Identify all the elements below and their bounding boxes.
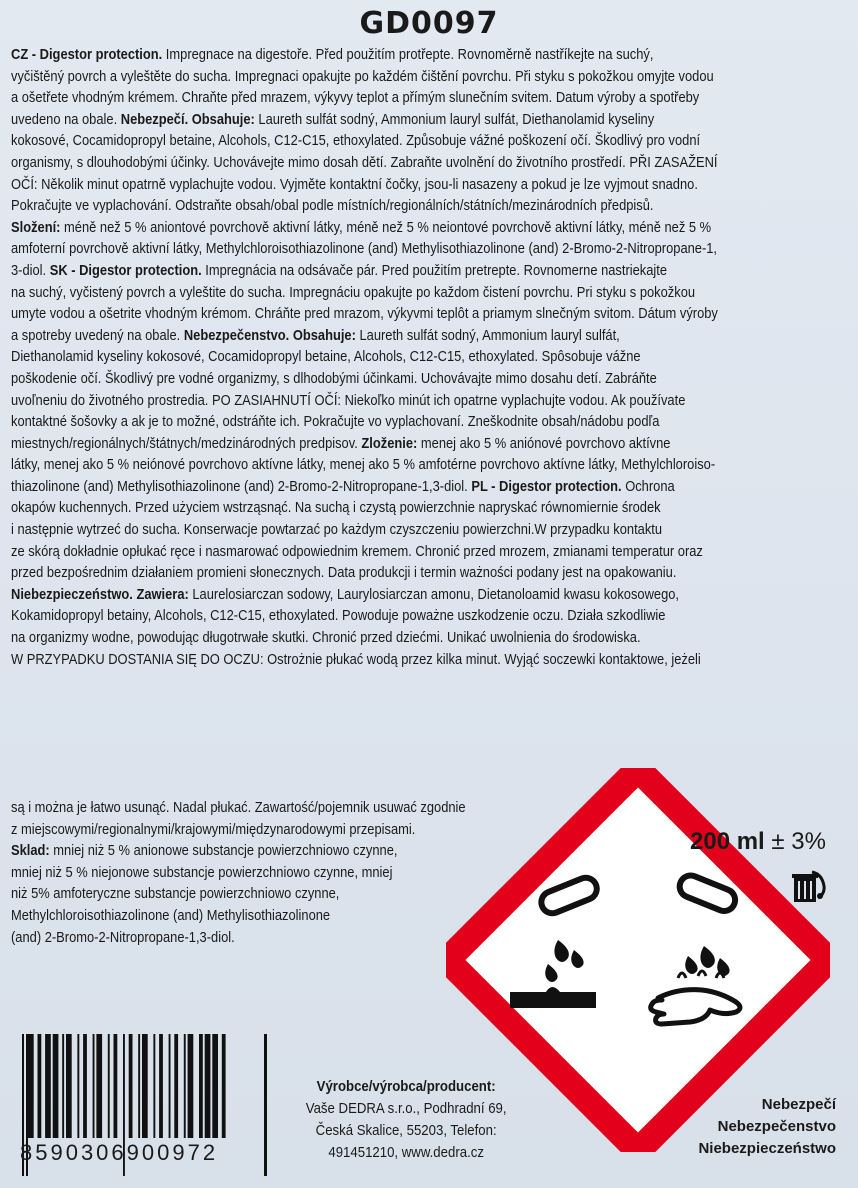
text-run: 3-diol. bbox=[11, 261, 50, 279]
text-run: Impregnácia na odsávače pár. Pred použitím pretrepte. Rovnomerne nastriekajte bbox=[201, 261, 668, 279]
barcode-bar bbox=[184, 1034, 186, 1138]
product-code: GD0097 bbox=[359, 6, 499, 41]
text-line bbox=[11, 605, 847, 627]
volume-amount: 200 ml bbox=[690, 828, 765, 855]
crossed-bin-icon bbox=[784, 868, 828, 908]
barcode-bar bbox=[188, 1034, 194, 1138]
barcode-bar bbox=[53, 1034, 59, 1138]
barcode-bar bbox=[142, 1034, 148, 1138]
barcode-guard-bar bbox=[264, 1034, 267, 1176]
barcode-bar bbox=[96, 1034, 102, 1138]
producer-block bbox=[290, 1076, 522, 1164]
bold-heading: SK - Digestor protection. bbox=[49, 261, 202, 279]
barcode-bar bbox=[114, 1034, 118, 1138]
text-line bbox=[11, 411, 847, 433]
text-line bbox=[11, 390, 847, 412]
text-run: W PRZYPADKU DOSTANIA SIĘ DO OCZU: Ostrożnie płukać wodą przez kilka minut. Wyjąć soczewki kontaktowe, jeżeli bbox=[11, 650, 701, 668]
text-line bbox=[11, 152, 847, 174]
text-line bbox=[11, 649, 847, 671]
text-line bbox=[11, 130, 847, 152]
text-run: umyte vodou a ošetrite vhodným krémom. Chráňte pred mrazom, výkyvmi teplôt a priamym slnečným svitom. Dátum výroby bbox=[11, 305, 718, 323]
bold-heading: Složení: bbox=[11, 218, 61, 236]
barcode-bar bbox=[169, 1034, 171, 1138]
text-line bbox=[11, 627, 847, 649]
barcode-bar bbox=[93, 1034, 95, 1138]
text-run: méně než 5 % aniontové povrchově aktivní látky, méně než 5 % neiontové povrchově aktivní látky, méně než 5 % bbox=[60, 218, 712, 236]
text-run: amfoterní povrchově aktivní látky, Methylchloroisothiazolinone (and) Methylisothiazolinone (and) 2-Bromo-2-Nitropropane-1, bbox=[11, 240, 718, 258]
text-line bbox=[11, 368, 847, 390]
text-line bbox=[11, 66, 847, 88]
text-run: na organizmy wodne, powodując długotrwałe skutki. Chronić przed dziećmi. Unikać uwolnienia do środowiska. bbox=[11, 629, 641, 647]
text-run: menej ako 5 % aniónové povrchovo aktívne bbox=[417, 434, 671, 452]
text-line bbox=[11, 562, 847, 584]
volume-label bbox=[690, 828, 826, 856]
text-run: i następnie wytrzeć do sucha. Konserwacje powtarzać po każdym czyszczeniu powierzchni.W przypadku kontaktu bbox=[11, 521, 663, 539]
text-run: z miejscowymi/regionalnymi/krajowymi/międzynarodowymi przepisami. bbox=[11, 820, 416, 838]
text-run: OČÍ: Několik minut opatrně vyplachujte vodou. Vyjměte kontaktní čočky, jsou-li nasazeny a pokud je lze vyjmout snadno. bbox=[11, 175, 698, 193]
text-line bbox=[11, 476, 847, 498]
bold-heading: Zloženie: bbox=[361, 434, 418, 452]
barcode-bar bbox=[28, 1034, 34, 1138]
text-line bbox=[11, 454, 847, 476]
barcode-bar bbox=[138, 1034, 140, 1138]
text-line bbox=[11, 238, 847, 260]
text-run: Ochrona bbox=[621, 477, 675, 495]
text-run: Kokamidopropyl betainy, Alcohols, C12-C15, ethoxylated. Powoduje poważne uszkodzenie oczu. Działa szkodliwie bbox=[11, 607, 666, 625]
barcode-bar bbox=[159, 1034, 163, 1138]
text-line bbox=[11, 433, 847, 455]
producer-line: 491451210, www.dedra.cz bbox=[328, 1144, 484, 1161]
text-line bbox=[11, 584, 847, 606]
text-run: Laureth sulfát sodný, Ammonium lauryl sulfát, Diethanolamid kyseliny bbox=[254, 110, 655, 128]
text-line bbox=[11, 519, 847, 541]
text-line bbox=[11, 217, 847, 239]
text-run: poškodenie očí. Škodlivý pre vodné organizmy, s dlhodobými účinkami. Uchovávajte mimo dosahu detí. Zabráňte bbox=[11, 369, 657, 387]
text-run: Impregnace na digestoře. Před použitím protřepte. Rovnoměrně nastříkejte na suchý, bbox=[162, 46, 654, 63]
signal-word-cz: Nebezpečí bbox=[761, 1096, 836, 1113]
signal-words bbox=[698, 1094, 836, 1160]
barcode-digits: 8590306900972 bbox=[20, 1140, 219, 1165]
text-run: thiazolinone (and) Methylisothiazolinone (and) 2-Bromo-2-Nitropropane-1,3-diol. bbox=[11, 477, 472, 495]
composition-paragraph bbox=[11, 44, 847, 670]
barcode-bar bbox=[199, 1034, 203, 1138]
text-run: przed bezpośrednim działaniem promieni słonecznych. Data produkcji i termin ważności podany jest na opakowaniu. bbox=[11, 564, 677, 582]
barcode-bar bbox=[129, 1034, 133, 1138]
barcode-bar bbox=[174, 1034, 178, 1138]
text-run: Laurelosiarczan sodowy, Laurylosiarczan amonu, Dietanoloamid kwasu kokosowego, bbox=[188, 585, 680, 603]
text-line bbox=[11, 195, 847, 217]
text-line bbox=[11, 109, 847, 131]
bold-heading: PL - Digestor protection. bbox=[471, 477, 622, 495]
barcode-bar bbox=[77, 1034, 79, 1138]
text-run: látky, menej ako 5 % neiónové povrchovo aktívne látky, menej ako 5 % amfotérne povrchovo aktívne látky, Methylchloroiso- bbox=[11, 456, 716, 474]
text-run: miestnych/regionálnych/štátnych/medzinárodných predpisov. bbox=[11, 434, 362, 452]
text-run: uvedeno na obale. bbox=[11, 110, 121, 128]
volume-tolerance: ± 3% bbox=[771, 828, 826, 855]
barcode-bar bbox=[45, 1034, 51, 1138]
barcode-bar bbox=[66, 1034, 72, 1138]
bold-heading: Nebezpečenstvo. Obsahuje: bbox=[183, 326, 356, 344]
text-line bbox=[11, 497, 847, 519]
text-line bbox=[11, 174, 847, 196]
text-run: vyčištěný povrch a vyleštěte do sucha. Impregnaci opakujte po každém čištění povrchu. Při styku s pokožkou omyjte vodou bbox=[11, 67, 714, 85]
text-run: uvoľneniu do životného prostredia. PO ZASIAHNUTÍ OČÍ: Niekoľko minút ich opatrne vyplachujte vodou. Ak používate bbox=[11, 391, 686, 409]
text-line bbox=[11, 303, 847, 325]
text-line bbox=[11, 541, 847, 563]
text-run: Laureth sulfát sodný, Ammonium lauryl sulfát, bbox=[355, 326, 620, 344]
text-line bbox=[11, 260, 847, 282]
bold-heading: Nebezpečí. Obsahuje: bbox=[120, 110, 255, 128]
barcode-bar bbox=[62, 1034, 64, 1138]
text-run: organismy, s dlouhodobými účinky. Uchovávejte mimo dosah dětí. Zabraňte uvolnění do životního prostředí. PŘI ZASAŽENÍ bbox=[11, 153, 718, 171]
text-run: Diethanolamid kyseliny kokosové, Cocamidopropyl betaine, Alcohols, C12-C15, ethoxylated. Spôsobuje vážne bbox=[11, 348, 641, 366]
text-run: Pokračujte ve vyplachování. Odstraňte obsah/obal podle místních/regionálních/státních/mezinárodních předpisů. bbox=[11, 197, 654, 215]
barcode-bar bbox=[83, 1034, 87, 1138]
barcode-bar bbox=[38, 1034, 42, 1138]
text-run: kokosové, Cocamidopropyl betaine, Alcohols, C12-C15, ethoxylated. Způsobuje vážné poškození očí. Škodlivý pro vodní bbox=[11, 132, 701, 150]
text-line bbox=[11, 282, 847, 304]
text-run: ze skórą dokładnie opłukać ręce i nasmarować odpowiednim kremem. Chronić przed mrozem, zmianami temperatur oraz bbox=[11, 542, 703, 560]
barcode-bar bbox=[108, 1034, 110, 1138]
text-line bbox=[11, 346, 847, 368]
barcode-bar bbox=[153, 1034, 155, 1138]
text-line bbox=[11, 325, 847, 347]
text-run: a spotreby uvedený na obale. bbox=[11, 326, 184, 344]
text-run: kontaktné šošovky a ak je to možné, odstráňte ich. Pokračujte vo vyplachovaní. Zneškodnite obsah/nádobu podľa bbox=[11, 413, 660, 431]
producer-line: Vaše DEDRA s.r.o., Podhradní 69, bbox=[305, 1100, 507, 1117]
text-run: na suchý, vyčistený povrch a vyleštite do sucha. Impregnáciu opakujte po každom čistení povrchu. Pri styku s pokožkou bbox=[11, 283, 696, 301]
text-run: mniej niż 5 % niejonowe substancje powierzchniowo czynne, mniej bbox=[11, 863, 393, 881]
text-run: mniej niż 5 % anionowe substancje powierzchniowo czynne, bbox=[49, 842, 398, 860]
text-run: niż 5% amfoteryczne substancje powierzchniowo czynne, bbox=[11, 885, 340, 903]
producer-title: Výrobce/výrobca/producent: bbox=[316, 1078, 496, 1095]
barcode-bar bbox=[222, 1034, 226, 1138]
bold-heading: Niebezpieczeństwo. Zawiera: bbox=[11, 585, 189, 603]
barcode-bar bbox=[205, 1034, 211, 1138]
text-run: są i można je łatwo usunąć. Nadal płukać. Zawartość/pojemnik usuwać zgodnie bbox=[11, 799, 466, 816]
signal-word-pl: Niebezpieczeństwo bbox=[698, 1140, 836, 1157]
text-run: okapów kuchennych. Przed użyciem wstrząsnąć. Na suchą i czystą powierzchnie napryskać równomiernie środek bbox=[11, 499, 661, 517]
text-line bbox=[11, 87, 847, 109]
text-run: Methylchloroisothiazolinone (and) Methylisothiazolinone bbox=[11, 906, 331, 924]
text-line bbox=[11, 44, 847, 66]
producer-line: Česká Skalice, 55203, Telefon: bbox=[315, 1122, 497, 1139]
bold-heading: Sklad: bbox=[11, 842, 50, 860]
text-run: (and) 2-Bromo-2-Nitropropane-1,3-diol. bbox=[11, 928, 235, 946]
bold-heading: CZ - Digestor protection. bbox=[11, 46, 163, 63]
signal-word-sk: Nebezpečenstvo bbox=[717, 1118, 836, 1135]
text-run: a ošetřete vhodným krémem. Chraňte před mrazem, výkyvy teplot a přímým slunečním svitem. Datum výroby a spotřeby bbox=[11, 89, 700, 107]
barcode-bar bbox=[212, 1034, 218, 1138]
